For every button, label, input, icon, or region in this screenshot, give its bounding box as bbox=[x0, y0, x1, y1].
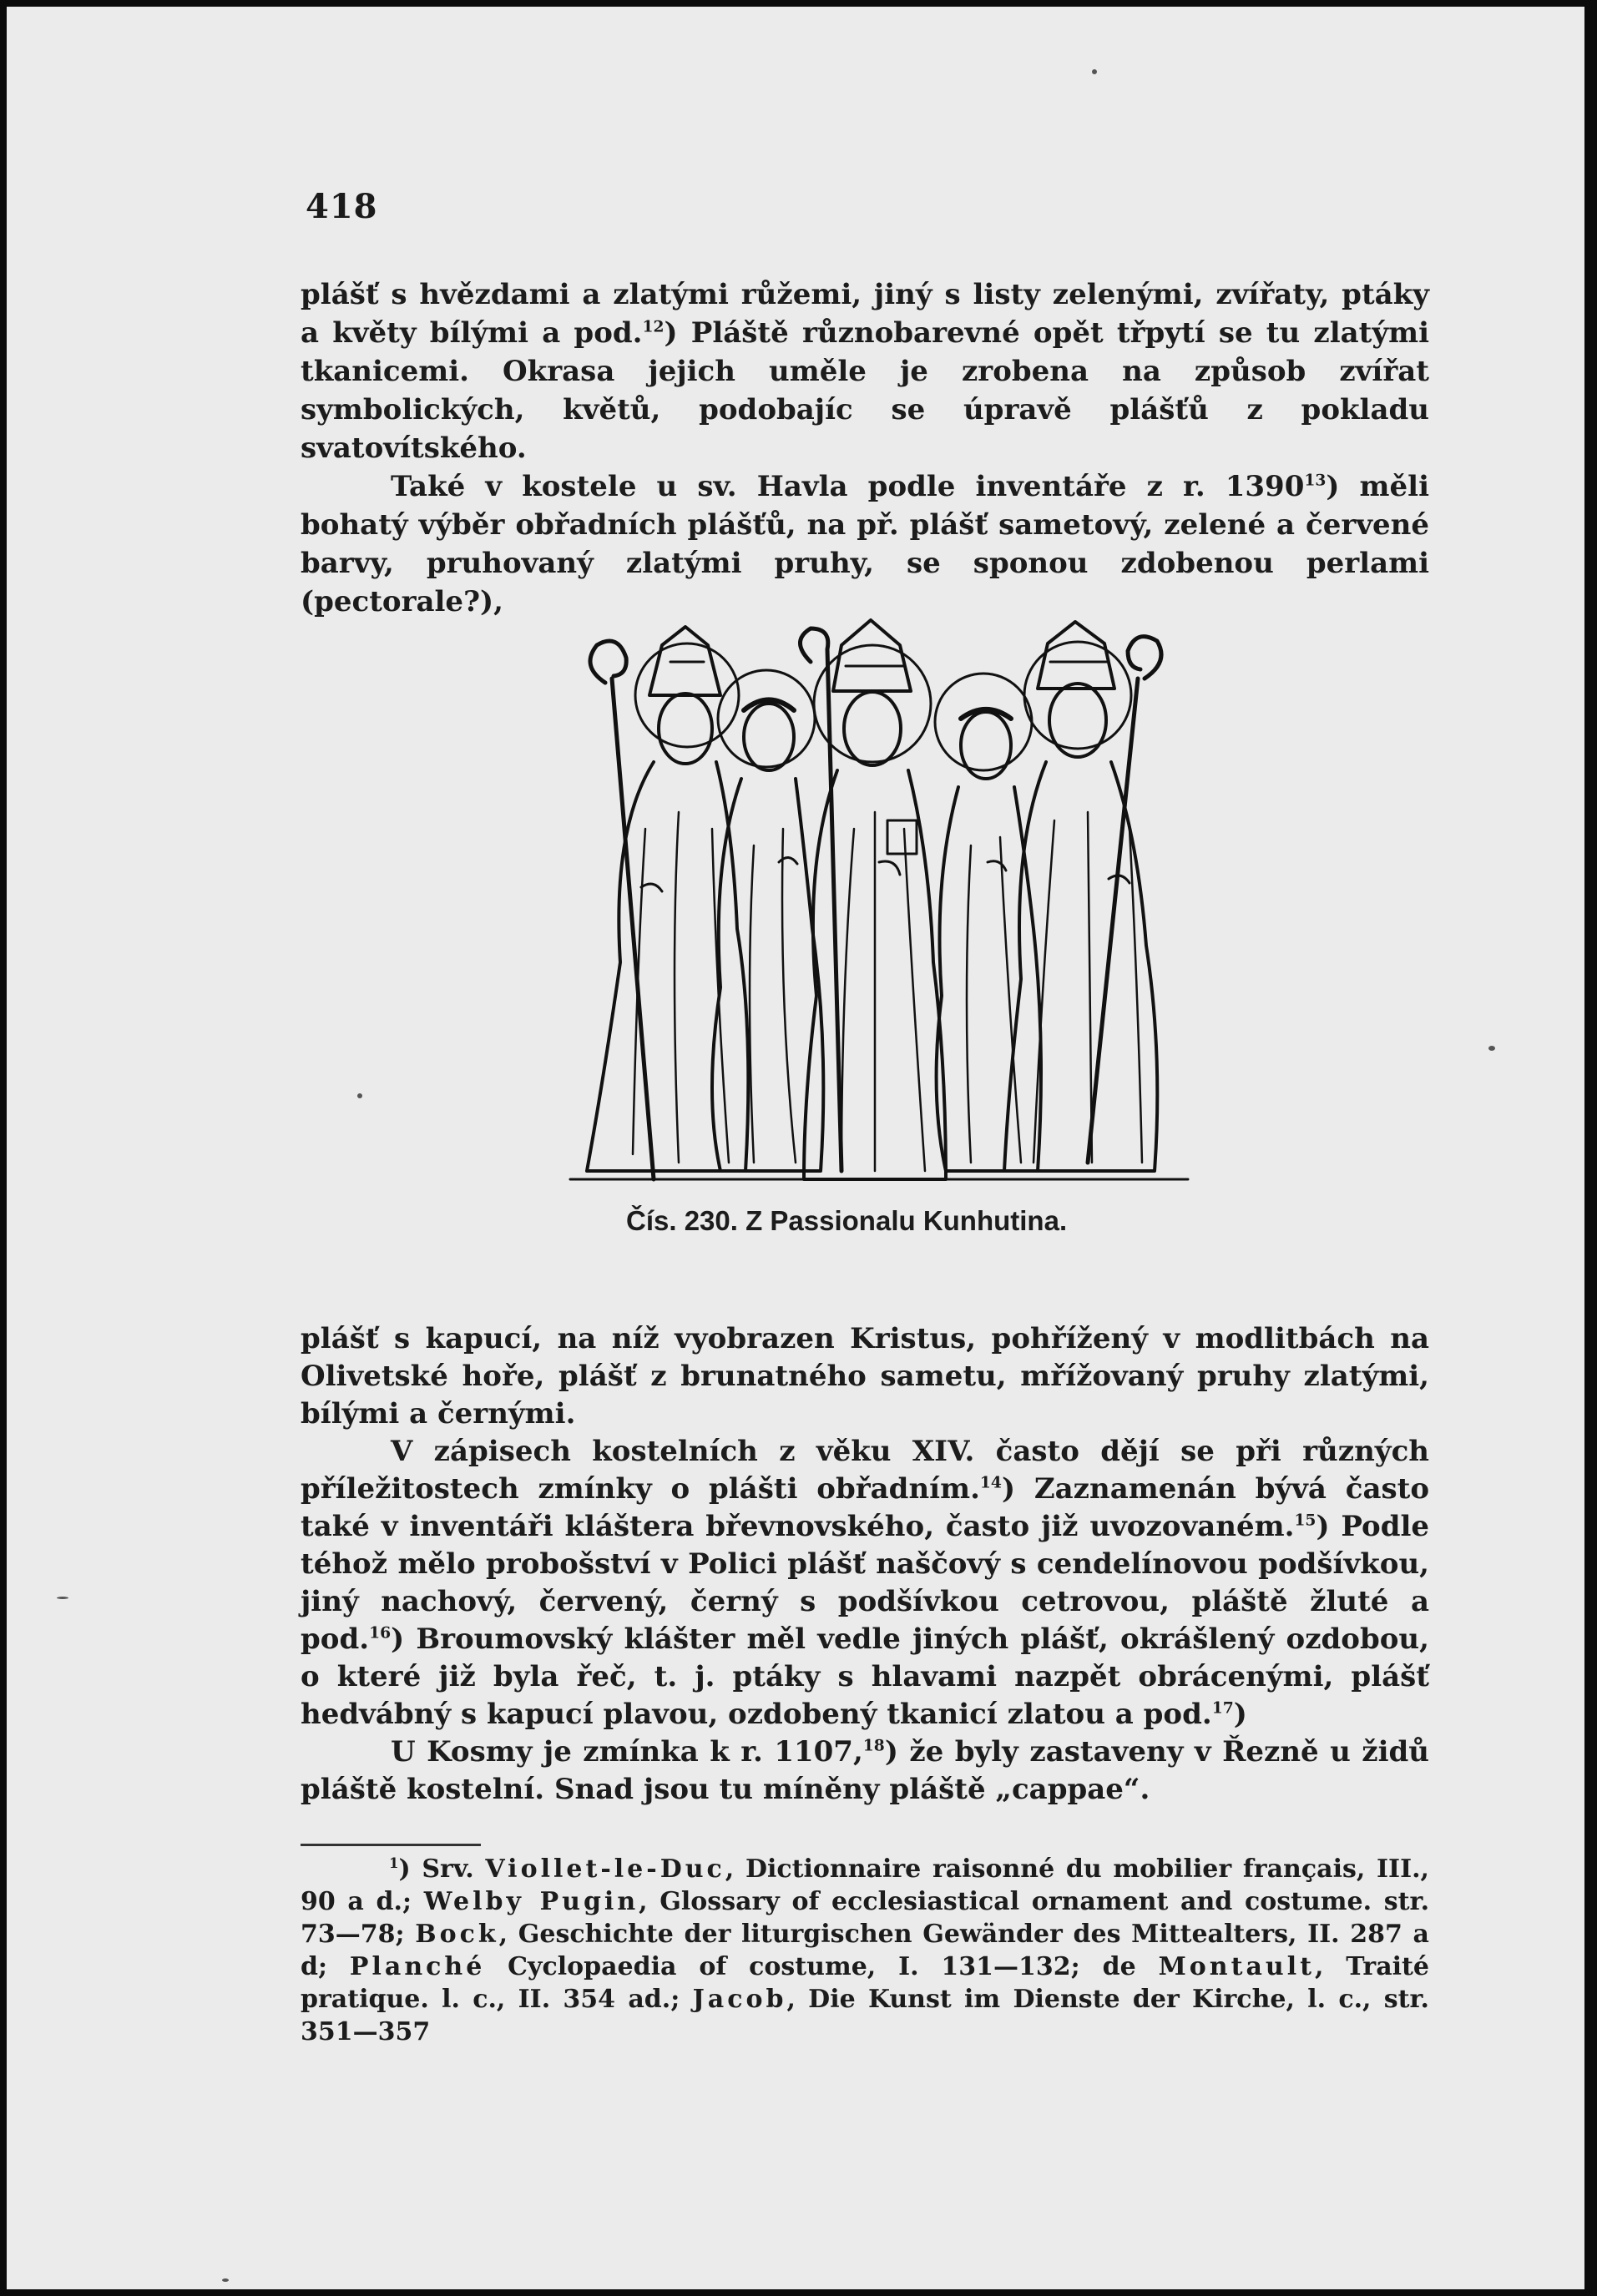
mitre bbox=[833, 620, 911, 691]
robe bbox=[587, 762, 748, 1171]
footnote-divider bbox=[301, 1844, 481, 1846]
face bbox=[1049, 684, 1106, 757]
text-block-bottom bbox=[301, 1320, 1429, 1809]
face bbox=[744, 704, 794, 770]
book-page bbox=[7, 7, 1584, 2289]
footnote-ref: 14 bbox=[979, 1473, 1002, 1492]
footnote-ref: 18 bbox=[862, 1736, 885, 1755]
scan-speck bbox=[1092, 69, 1097, 74]
footnote-ref: 13 bbox=[1304, 471, 1327, 490]
face bbox=[961, 712, 1011, 779]
halo bbox=[935, 674, 1032, 770]
footnote-ref: 16 bbox=[369, 1623, 392, 1643]
scan-speck bbox=[1488, 1046, 1495, 1051]
footnote-ref: 12 bbox=[642, 317, 665, 336]
book bbox=[887, 820, 917, 854]
paragraph-3: plášť s kapucí, na níž vyobrazen Kristus, pohřížený v modlitbách na Olivetské hoře, plášť z brunatného sametu, mřížovaný pruhy zlatými, bílými a černými. bbox=[301, 1322, 1429, 1431]
scan-speck bbox=[57, 1597, 68, 1599]
text-block-top bbox=[301, 275, 1429, 621]
halo bbox=[1024, 642, 1131, 749]
paragraph-5: U Kosmy je zmínka k r. 1107,18) že byly zastaveny v Řezně u židů pláště kostelní. Snad jsou tu míněny pláště „cappae“. bbox=[301, 1735, 1429, 1806]
paragraph-4: V zápisech kostelních z věku XIV. často dějí se při různých příležitostech zmínky o plášti obřadním.$^{14}$) Zaznamenán bývá často také v inventáři kláštera břevnovského, často již uvozovaném.$^{15}$) Podle téhož mělo probošství v Polici plášť naščový s cendelínovou podšívkou, jiný nachový, červený, černý s podšívkou cetrovou, pláště žluté a pod.$^{16}$) Broumovský klášter měl vedle jiných plášť, okrášlený ozdobou, o které již byla řeč, t. j. ptáky s hlavami nazpět obrácenými, plášť hedvábný s kapucí plavou, ozdobený tkanicí zlatou a pod.$^{17}$) bbox=[301, 1435, 1430, 1731]
footnote-1: $^1$) Srv. Viollet-le-Duc, Dictionnaire raisonné du mobilier français, III., 90 a d.; Welby Pugin, Glossary of ecclesiastical ornament and costume. str. 73—78; Bock, Geschichte der liturgischen Gewänder des Mittealters, II. 287 a d; Planché Cyclopaedia of costume, I. 131—132; de Montault, Traité pratique. l. c., II. 354 ad.; Jacob, Die Kunst im Dienste der Kirche, l. c., str. 351—357 bbox=[301, 1854, 1430, 2046]
footnote-ref: 15 bbox=[1294, 1511, 1317, 1530]
scan-speck bbox=[222, 2278, 229, 2282]
mitre bbox=[1038, 622, 1114, 689]
scan-speck bbox=[357, 1093, 362, 1098]
face bbox=[844, 692, 901, 765]
footnote-ref: 17 bbox=[1211, 1698, 1234, 1718]
footnotes bbox=[301, 1853, 1429, 2048]
illustration-five-saints bbox=[553, 612, 1199, 1188]
page-number: 418 bbox=[306, 187, 378, 226]
crozier-right bbox=[1088, 637, 1161, 1163]
face bbox=[659, 694, 712, 764]
paragraph-1: plášť s hvězdami a zlatými růžemi, jiný s listy zelenými, zvířaty, ptáky a květy bílými a pod.$^{12}$) Pláště různobarevné opět třpytí se tu zlatými tkanicemi. Okrasa jejich uměle je zrobena na způsob zvířat symbolických, květů, podobajíc se úpravě plášťů z pokladu svatovítského. bbox=[301, 278, 1429, 465]
figure-caption: Čís. 230. Z Passionalu Kunhutina. bbox=[626, 1205, 1068, 1236]
robe bbox=[1004, 762, 1157, 1171]
paragraph-2: Také v kostele u sv. Havla podle inventáře z r. 1390$^{13}$) měli bohatý výběr obřadních plášťů, na př. plášť sametový, zelené a červené barvy, pruhovaný zlatými pruhy, se sponou zdobenou perlami (pectorale?), bbox=[301, 470, 1429, 618]
